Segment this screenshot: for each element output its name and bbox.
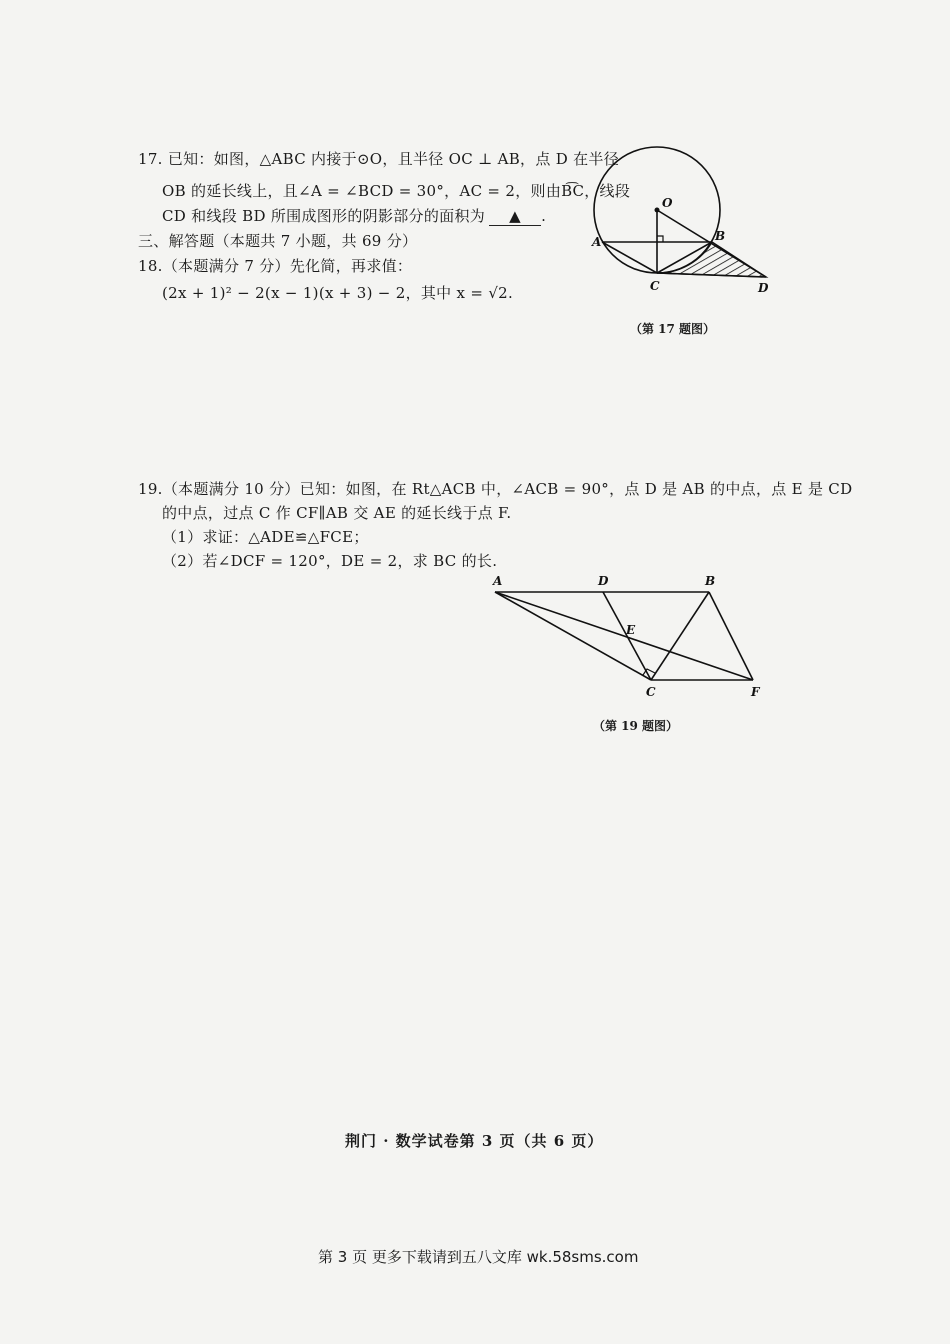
label-a: A xyxy=(493,574,503,588)
q18-expression: (2x + 1)² − 2(x − 1)(x + 3) − 2，其中 x = √2. xyxy=(162,284,514,302)
shaded-region xyxy=(657,242,766,277)
figure-17 xyxy=(590,145,780,305)
label-e: E xyxy=(626,623,636,637)
q17-line3 xyxy=(162,205,546,226)
label-a: A xyxy=(592,235,602,249)
page-footer: 荆门 · 数学试卷第 3 页（共 6 页） xyxy=(345,1132,604,1150)
q19-part2: （2）若∠DCF = 120°，DE = 2，求 BC 的长. xyxy=(162,552,498,570)
q19-line1: 19.（本题满分 10 分）已知：如图，在 Rt△ACB 中，∠ACB = 90°，点 D 是 AB 的中点，点 E 是 CD xyxy=(138,480,853,498)
q19-part1: （1）求证：△ADE≌△FCE； xyxy=(162,528,369,546)
label-c: C xyxy=(650,279,660,293)
label-d: D xyxy=(598,574,609,588)
answer-blank: ▲ xyxy=(489,207,541,226)
label-o: O xyxy=(662,196,673,210)
label-c: C xyxy=(646,685,656,699)
label-b: B xyxy=(715,229,726,243)
fig17-caption: （第 17 题图） xyxy=(630,322,716,336)
label-d: D xyxy=(758,281,769,295)
q17-line3-text: CD 和线段 BD 所围成图形的阴影部分的面积为 xyxy=(162,207,486,225)
q17-line1: 17. 已知：如图，△ABC 内接于⊙O，且半径 OC ⊥ AB，点 D 在半径 xyxy=(138,150,620,168)
q18-line1: 18.（本题满分 7 分）先化简，再求值： xyxy=(138,257,413,275)
bottom-note: 第 3 页 更多下载请到五八文库 wk.58sms.com xyxy=(318,1248,639,1266)
label-b: B xyxy=(705,574,716,588)
q17-line3-end: . xyxy=(541,207,547,225)
figure-19 xyxy=(485,570,775,705)
q17-line2: OB 的延长线上，且∠A = ∠BCD = 30°，AC = 2，则由B͡C，线段 xyxy=(162,182,631,200)
q19-line2: 的中点，过点 C 作 CF∥AB 交 AE 的延长线于点 F. xyxy=(162,504,512,522)
fig19-caption: （第 19 题图） xyxy=(593,719,679,733)
label-f: F xyxy=(751,685,760,699)
section-header: 三、解答题（本题共 7 小题，共 69 分） xyxy=(138,232,418,250)
